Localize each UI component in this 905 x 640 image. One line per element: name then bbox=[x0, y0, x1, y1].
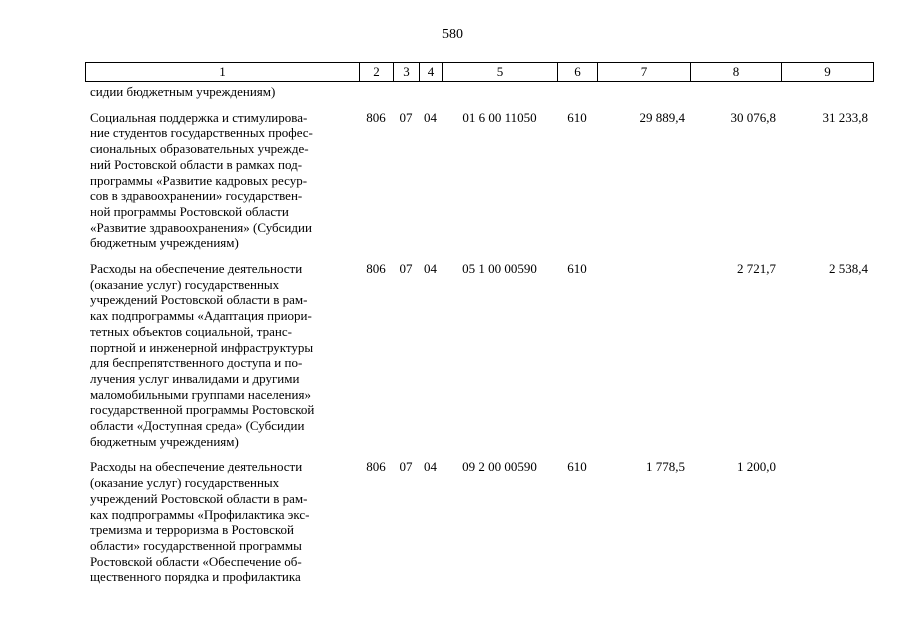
cell-amount-9 bbox=[781, 459, 873, 585]
description-line: программы «Развитие кадровых ресур- bbox=[90, 172, 308, 188]
cell-target-article: 05 1 00 00590 bbox=[462, 261, 537, 277]
cell-expense-type: 610 bbox=[567, 109, 587, 125]
header-cell-7: 7 bbox=[598, 63, 691, 82]
description-line: сов в здравоохранении» государствен- bbox=[90, 188, 303, 204]
description-line: ках подпрограммы «Профилактика экс- bbox=[90, 506, 310, 522]
description-line: области» государственной программы bbox=[90, 537, 302, 553]
description-line: ний Ростовской области в рамках под- bbox=[90, 156, 303, 172]
description-line: (оказание услуг) государственных bbox=[90, 276, 280, 292]
cell-expense-type: 610 bbox=[567, 261, 587, 277]
cell-amount-8: 2 721,7 bbox=[737, 261, 776, 277]
header-cell-3: 3 bbox=[394, 63, 420, 82]
description-line: области «Доступная среда» (Субсидии bbox=[90, 418, 305, 434]
cell-target-article: 01 6 00 11050 bbox=[462, 109, 537, 125]
header-cell-2: 2 bbox=[360, 63, 394, 82]
row-spacer bbox=[85, 449, 860, 459]
cell-subsection: 04 bbox=[424, 459, 437, 475]
rows-container bbox=[85, 109, 868, 585]
description-line: бюджетным учреждениям) bbox=[90, 235, 239, 251]
header-row bbox=[86, 63, 874, 82]
cell-target-article: 09 2 00 00590 bbox=[462, 459, 537, 475]
table-row bbox=[85, 109, 868, 251]
description-line: Расходы на обеспечение деятельности bbox=[90, 459, 303, 475]
cell-description bbox=[85, 261, 359, 449]
cell-ministry: 806 bbox=[366, 261, 386, 277]
row-spacer bbox=[85, 100, 860, 110]
cell-ministry: 806 bbox=[366, 459, 386, 475]
column-header-table bbox=[85, 62, 874, 82]
cell-amount-9: 2 538,4 bbox=[829, 261, 868, 277]
description-line: сиональных образовательных учрежде- bbox=[90, 141, 309, 157]
description-line: государственной программы Ростовской bbox=[90, 402, 315, 418]
description-line: бюджетным учреждениям) bbox=[90, 433, 239, 449]
description-line: для беспрепятственного доступа и по- bbox=[90, 355, 303, 371]
description-line: ние студентов государственных профес- bbox=[90, 125, 313, 141]
cell-description bbox=[85, 110, 359, 251]
description-line: Социальная поддержка и стимулирова- bbox=[90, 109, 308, 125]
cell-amount-8: 1 200,0 bbox=[737, 459, 776, 475]
header-cell-6: 6 bbox=[558, 63, 598, 82]
table-row bbox=[85, 459, 860, 585]
header-cell-9: 9 bbox=[782, 63, 874, 82]
cell-amount-9: 31 233,8 bbox=[822, 109, 868, 125]
cell-ministry: 806 bbox=[366, 109, 386, 125]
header-cell-5: 5 bbox=[443, 63, 558, 82]
continuation-text: сидии бюджетным учреждениям) bbox=[90, 84, 276, 99]
description-line: Расходы на обеспечение деятельности bbox=[90, 261, 303, 277]
header-cell-4: 4 bbox=[420, 63, 443, 82]
cell-description bbox=[85, 459, 359, 585]
description-line: ках подпрограммы «Адаптация приори- bbox=[90, 308, 312, 324]
header-cell-1: 1 bbox=[86, 63, 360, 82]
table-body bbox=[85, 84, 868, 585]
cell-section: 07 bbox=[399, 261, 413, 277]
description-line: учреждений Ростовской области в рам- bbox=[90, 292, 308, 308]
description-line: учреждений Ростовской области в рам- bbox=[90, 490, 308, 506]
table-row bbox=[85, 261, 868, 449]
description-line: лучения услуг инвалидами и другими bbox=[90, 370, 300, 386]
description-line: тетных объектов социальной, транс- bbox=[90, 323, 292, 339]
cell-section: 07 bbox=[399, 109, 413, 125]
description-line: щественного порядка и профилактика bbox=[90, 569, 301, 585]
cell-subsection: 04 bbox=[424, 109, 437, 125]
description-line: портной и инженерной инфраструктуры bbox=[90, 339, 314, 355]
cell-section: 07 bbox=[399, 459, 413, 475]
cell-expense-type: 610 bbox=[567, 459, 587, 475]
cell-amount-7: 29 889,4 bbox=[639, 109, 685, 125]
row-spacer bbox=[85, 251, 860, 261]
description-line: ной программы Ростовской области bbox=[90, 203, 289, 219]
continuation-row bbox=[85, 84, 860, 100]
cell-subsection: 04 bbox=[424, 261, 437, 277]
description-line: «Развитие здравоохранения» (Субсидии bbox=[90, 219, 312, 235]
page-number: 580 bbox=[442, 27, 463, 42]
header-cell-8: 8 bbox=[691, 63, 782, 82]
cell-amount-8: 30 076,8 bbox=[730, 109, 776, 125]
cell-amount-7 bbox=[597, 261, 690, 449]
description-line: маломобильными группами населения» bbox=[90, 386, 311, 402]
cell-amount-7: 1 778,5 bbox=[646, 459, 685, 475]
description-line: тремизма и терроризма в Ростовской bbox=[90, 522, 294, 538]
description-line: Ростовской области «Обеспечение об- bbox=[90, 553, 302, 569]
description-line: (оказание услуг) государственных bbox=[90, 475, 280, 491]
